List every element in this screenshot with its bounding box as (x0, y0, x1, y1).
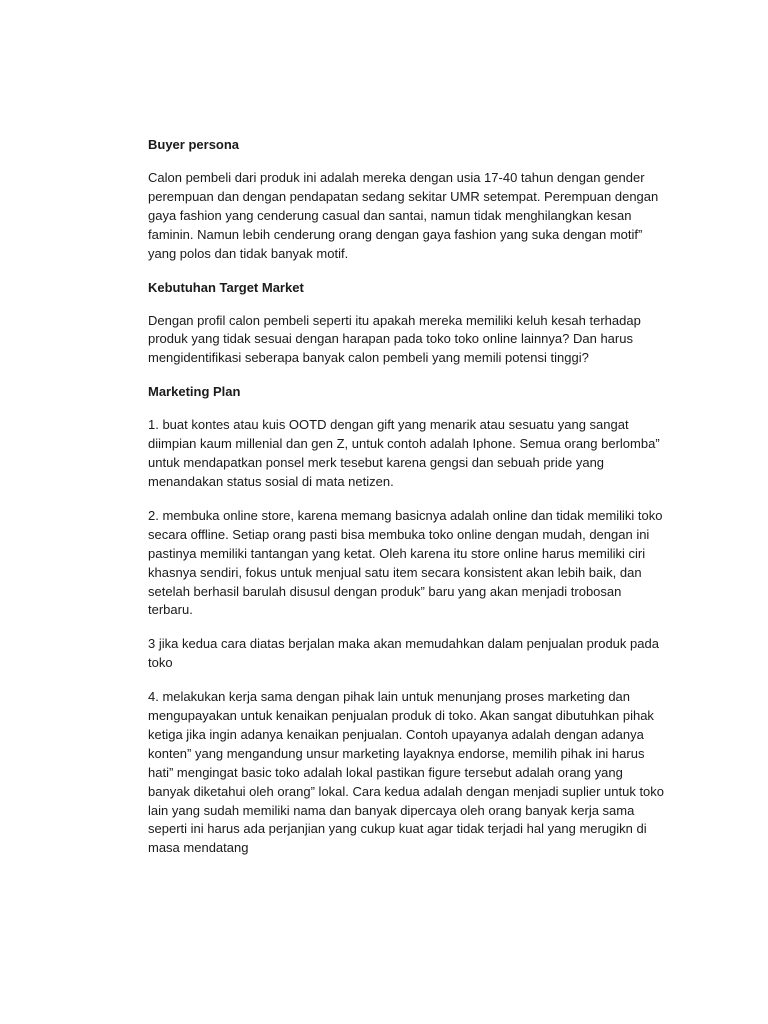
paragraph-marketing-plan-1: 1. buat kontes atau kuis OOTD dengan gift yang menarik atau sesuatu yang sangat diimpian kaum millenial dan gen Z, untuk contoh adalah Iphone. Semua orang berlomba” untuk mendapatkan ponsel merk tesebut karena gengsi dan sebuah pride yang menandakan status sosial di mata netizen. (148, 417, 660, 489)
paragraph-marketing-plan-4: 4. melakukan kerja sama dengan pihak lain untuk menunjang proses marketing dan mengupayakan untuk kenaikan penjualan produk di toko. Akan sangat dibutuhkan pihak ketiga jika ingin adanya kenaikan penjualan. Contoh upayanya adalah dengan adanya konten” yang mengandung unsur marketing layaknya endorse, memilih pihak ini harus hati” mengingat basic toko adalah lokal pastikan figure tersebut adalah orang yang banyak diketahui oleh orang” lokal. Cara kedua adalah dengan menjadi suplier untuk toko lain yang sudah memiliki nama dan banyak dipercaya oleh orang banyak kerja sama seperti ini harus ada perjanjian yang cukup kuat agar tidak terjadi hal yang merugikn di masa mendatang (148, 689, 665, 856)
document-page (148, 136, 668, 873)
paragraph-marketing-plan-3: 3 jika kedua cara diatas berjalan maka akan memudahkan dalam penjualan produk pada toko (148, 636, 659, 671)
heading-buyer-persona: Buyer persona (148, 137, 240, 152)
heading-kebutuhan-target-market: Kebutuhan Target Market (148, 279, 304, 295)
heading-marketing-plan: Marketing Plan (148, 384, 241, 400)
paragraph-buyer-persona: Calon pembeli dari produk ini adalah mereka dengan usia 17-40 tahun dengan gender perempuan dan dengan pendapatan sedang sekitar UMR setempat. Perempuan dengan gaya fashion yang cenderung casual dan santai, namun tidak menghilangkan kesan faminin. Namun lebih cenderung orang dengan gaya fashion yang suka dengan motif” yang polos dan tidak banyak motif. (148, 170, 659, 261)
paragraph-kebutuhan-target-market: Dengan profil calon pembeli seperti itu apakah mereka memiliki keluh kesah terhadap produk yang tidak sesuai dengan harapan pada toko toko online lainnya? Dan harus mengidentifikasi seberapa banyak calon pembeli yang memili potensi tinggi? (148, 312, 641, 366)
paragraph-marketing-plan-2: 2. membuka online store, karena memang basicnya adalah online dan tidak memiliki toko secara offline. Setiap orang pasti bisa membuka toko online dengan mudah, dengan ini pastinya memiliki tantangan yang ketat. Oleh karena itu store online harus memiliki ciri khasnya sendiri, fokus untuk menjual satu item secara konsistent akan lebih baik, dan setelah berhasil barulah disusul dengan produk” baru yang akan menjadi trobosan terbaru. (148, 507, 663, 618)
